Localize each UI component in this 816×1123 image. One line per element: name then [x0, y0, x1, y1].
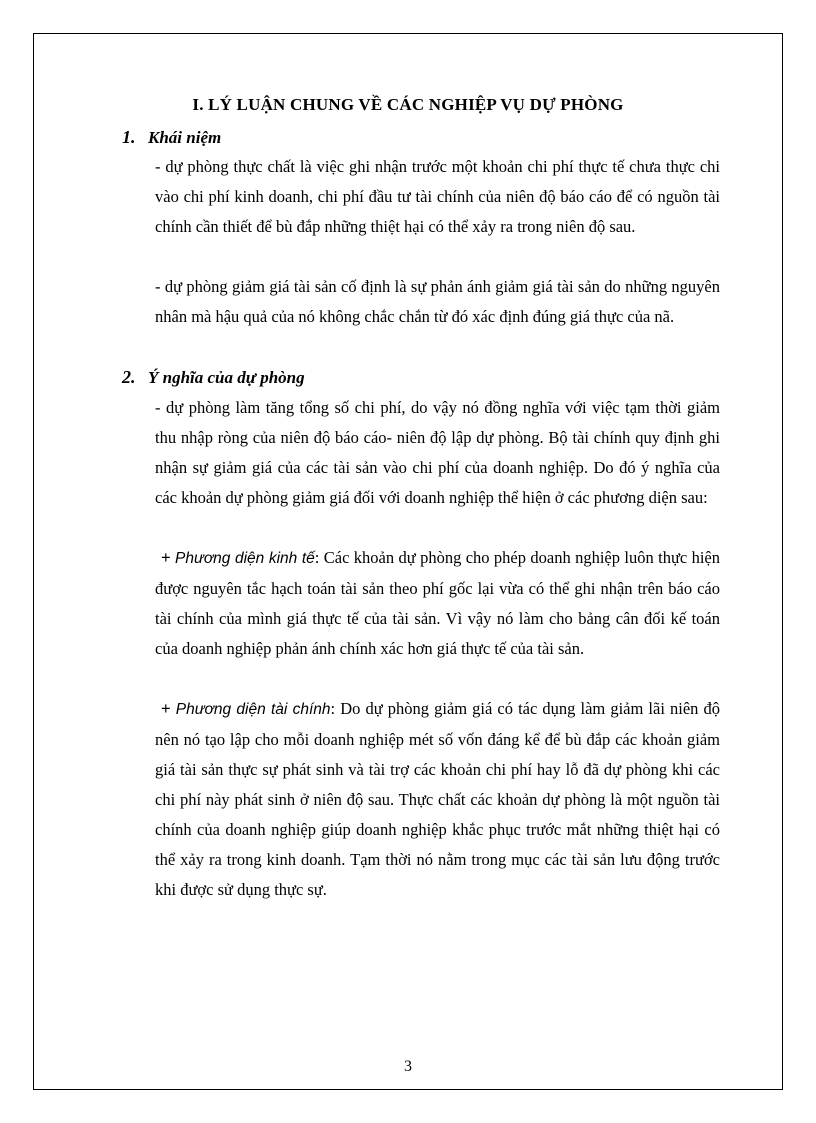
section-1-title: Khái niệm	[148, 128, 222, 147]
section-2-title: Ý nghĩa của dự phòng	[148, 368, 305, 387]
section-1-paragraph-1: - dự phòng thực chất là việc ghi nhận trước một khoản chi phí thực tế chưa thực chi vào chi phí kinh doanh, chi phí đầu tư tài chính của niên độ báo cáo để có nguồn tài chính cần thiết để bù đắp những thiệt hại có thể xảy ra trong niên độ sau.	[155, 157, 720, 236]
subpoint-financial-label: Phương diện tài chính	[175, 701, 331, 718]
subpoint-economic-label: Phương diện kinh tế	[175, 550, 315, 567]
page-title: I. LÝ LUẬN CHUNG VỀ CÁC NGHIỆP VỤ DỰ PHÒNG	[192, 95, 624, 114]
subpoint-economic-marker: +	[161, 549, 171, 567]
section-2-number: 2.	[122, 367, 136, 387]
subpoint-financial-text: : Do dự phòng giảm giá có tác dụng làm giảm lãi niên độ nên nó tạo lập cho mỗi doanh nghiệp mét số vốn đáng kể để bù đắp các khoản giảm giá tài sản thực sự phát sinh và tài trợ các khoản chi phí hay lỗ đã dự phòng khi các chi phí này phát sinh ở niên độ sau. Thực chất các khoản dự phòng là một nguồn tài chính của doanh nghiệp giúp doanh nghiệp khắc phục trước mắt những thiệt hại có thể xảy ra trong kinh doanh. Tạm thời nó nằm trong mục các tài sản lưu động trước khi được sử dụng thực sự.	[155, 699, 721, 899]
subpoint-economic	[155, 543, 720, 664]
section-2-paragraph-1: - dự phòng làm tăng tổng số chi phí, do vậy nó đồng nghĩa với việc tạm thời giảm thu nhập ròng của niên độ báo cáo- niên độ lập dự phòng. Bộ tài chính quy định ghi nhận sự giảm giá của các tài sản vào chi phí của doanh nghiệp. Do đó ý nghĩa của các khoản dự phòng giảm giá đối với doanh nghiệp thể hiện ở các phương diện sau:	[155, 398, 720, 507]
section-1-paragraph-2: - dự phòng giảm giá tài sản cố định là sự phản ánh giảm giá tài sản do những nguyên nhân mà hậu quả của nó không chắc chắn từ đó xác định đúng giá thực của nã.	[155, 277, 720, 326]
subpoint-economic-text: : Các khoản dự phòng cho phép doanh nghiệp luôn thực hiện được nguyên tắc hạch toán tài sản theo phí gốc lại vừa có thể ghi nhận trên báo cáo tài chính của mình giá thực tế của tài sản. Vì vậy nó làm cho bảng cân đối kế toán của doanh nghiệp phản ánh chính xác hơn giá thực tế của tài sản.	[155, 548, 720, 658]
page-number: 3	[404, 1058, 412, 1075]
subpoint-financial-marker: +	[161, 700, 171, 718]
subpoint-financial	[155, 694, 720, 905]
section-1-heading	[122, 127, 221, 148]
section-1-number: 1.	[122, 127, 136, 147]
section-2-heading	[122, 367, 305, 388]
